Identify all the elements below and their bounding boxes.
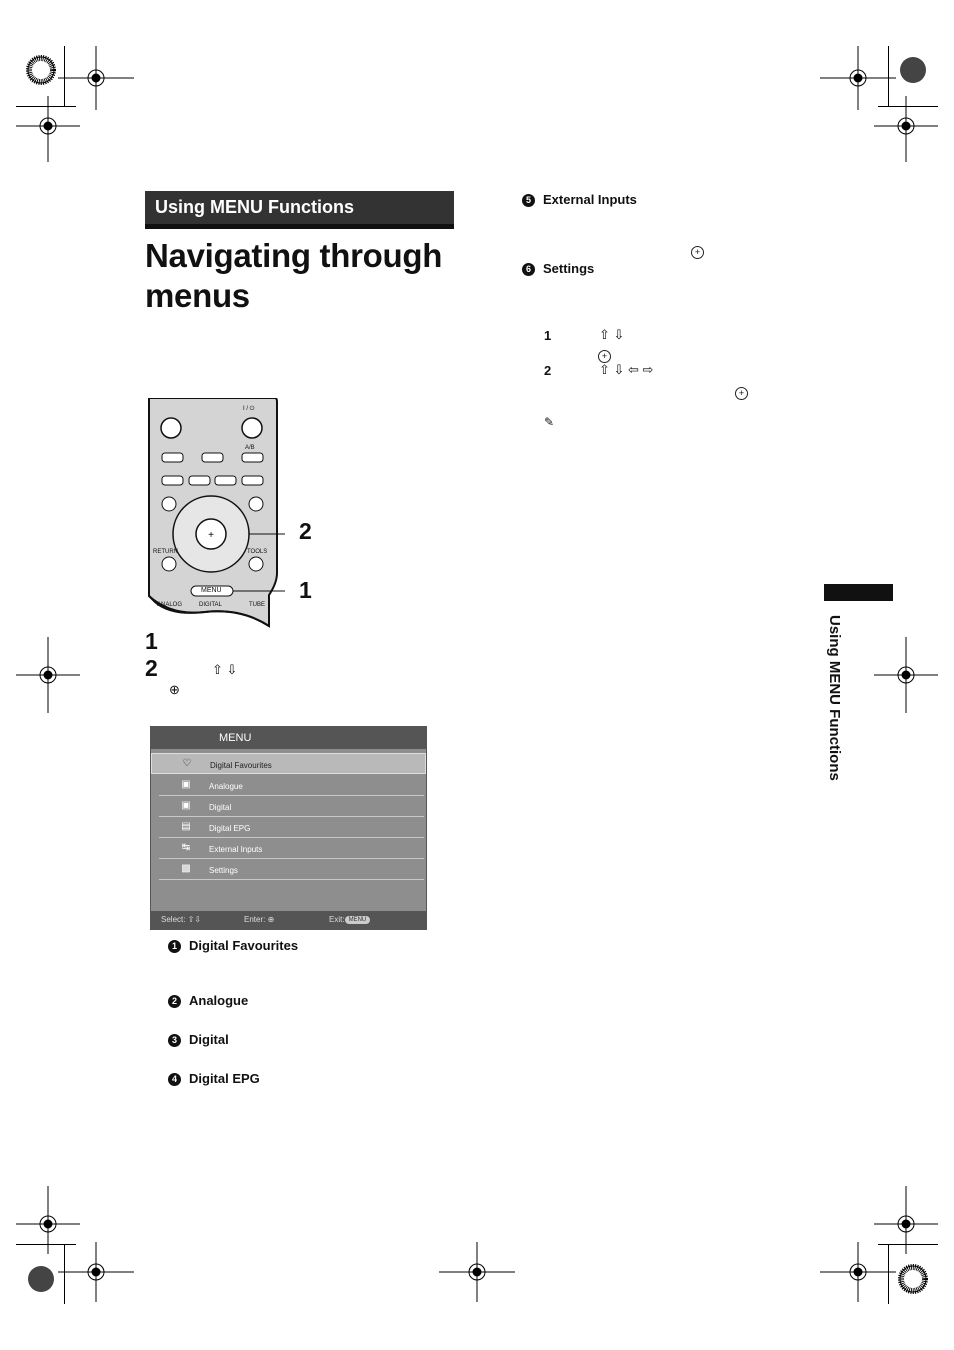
analogue-icon: ▣	[181, 779, 191, 790]
menu-header	[151, 727, 426, 749]
menu-item[interactable]	[151, 859, 426, 880]
section-header: Using MENU Functions	[145, 191, 454, 224]
menu-key-icon: MENU	[345, 916, 371, 924]
item-number-badge: 1	[168, 940, 181, 953]
digital-icon: ▣	[181, 800, 191, 811]
page-title-line: menus	[145, 277, 250, 314]
section-underline	[145, 224, 454, 229]
menu-footer	[151, 911, 426, 929]
remote-ab-label: A/B	[245, 445, 255, 451]
menu-item[interactable]	[151, 838, 426, 859]
remote-return-label: RETURN	[153, 549, 178, 555]
callout-number: 1	[299, 577, 312, 603]
footer-exit	[329, 911, 370, 929]
footer-select-label: Select:	[161, 915, 186, 924]
footer-enter-label: Enter:	[244, 915, 266, 924]
menu-description-item	[168, 1071, 260, 1086]
side-tab-marker	[824, 584, 893, 601]
item-title: Analogue	[189, 993, 249, 1008]
menu-item[interactable]	[151, 796, 426, 817]
footer-enter: Enter: ⊕	[244, 915, 275, 924]
menu-item-label: Analogue	[209, 782, 243, 791]
item-number-badge: 3	[168, 1034, 181, 1047]
heart-icon: ♡	[182, 758, 192, 769]
remote-menu-button: MENU	[201, 587, 222, 594]
svg-text:+: +	[208, 530, 214, 541]
remote-tube-label: TUBE	[249, 602, 266, 608]
menu-description-item	[522, 192, 637, 207]
menu-description-item	[168, 1032, 229, 1047]
step-number: 2	[544, 363, 552, 378]
remote-digital-label: DIGITAL	[199, 602, 222, 608]
menu-item-label: Settings	[209, 866, 238, 875]
menu-description-item	[522, 261, 594, 276]
up-down-arrow-icon: ⇧ ⇩	[599, 327, 625, 342]
menu-description-item	[168, 938, 298, 953]
item-title: External Inputs	[543, 192, 637, 207]
item-number-badge: 4	[168, 1073, 181, 1086]
menu-item-label: Digital EPG	[209, 824, 251, 833]
epg-icon: ▤	[181, 821, 191, 832]
item-number-badge: 5	[522, 194, 535, 207]
footer-select: Select: ⇧⇩	[161, 915, 202, 924]
menu-screen	[150, 726, 427, 930]
step-number: 1	[145, 628, 158, 654]
side-tab-text: Using MENU Functions	[826, 615, 843, 781]
note-icon: ✎	[544, 415, 555, 429]
remote-control-illustration	[145, 398, 315, 628]
menu-item-label: External Inputs	[209, 845, 263, 854]
enter-icon: ⊕	[169, 682, 180, 697]
item-title: Digital	[189, 1032, 229, 1047]
menu-item[interactable]	[151, 775, 426, 796]
direction-arrows-icon: ⇧ ⇩ ⇦ ⇨	[599, 362, 654, 377]
item-title: Digital EPG	[189, 1071, 260, 1086]
page-title	[145, 236, 465, 316]
step-number: 1	[544, 328, 552, 343]
item-number-badge: 2	[168, 995, 181, 1008]
external-inputs-icon: ↹	[181, 842, 191, 853]
menu-separator	[159, 879, 424, 880]
menu-item[interactable]	[151, 753, 426, 774]
item-title: Digital Favourites	[189, 938, 299, 953]
menu-item-label: Digital	[209, 803, 232, 812]
menu-item[interactable]	[151, 817, 426, 838]
step-number: 2	[145, 655, 158, 681]
enter-icon: +	[735, 383, 748, 401]
enter-icon: +	[598, 346, 611, 364]
remote-tools-label: TOOLS	[247, 549, 268, 555]
remote-analog-label: ANALOG	[157, 602, 183, 608]
menu-item-label: Digital Favourites	[210, 761, 272, 770]
item-title: Settings	[543, 261, 595, 276]
enter-icon: +	[691, 242, 704, 260]
settings-icon: ▩	[181, 863, 191, 874]
callout-number: 2	[299, 518, 312, 544]
page-title-line: Navigating through	[145, 237, 443, 274]
side-tab-label	[819, 615, 853, 785]
remote-power-label: I / ⏻	[243, 406, 255, 412]
menu-title: MENU	[219, 732, 252, 744]
item-number-badge: 6	[522, 263, 535, 276]
footer-exit-label: Exit:	[329, 915, 345, 924]
up-down-arrow-icon: ⇧ ⇩	[212, 662, 238, 677]
menu-description-item	[168, 993, 248, 1008]
